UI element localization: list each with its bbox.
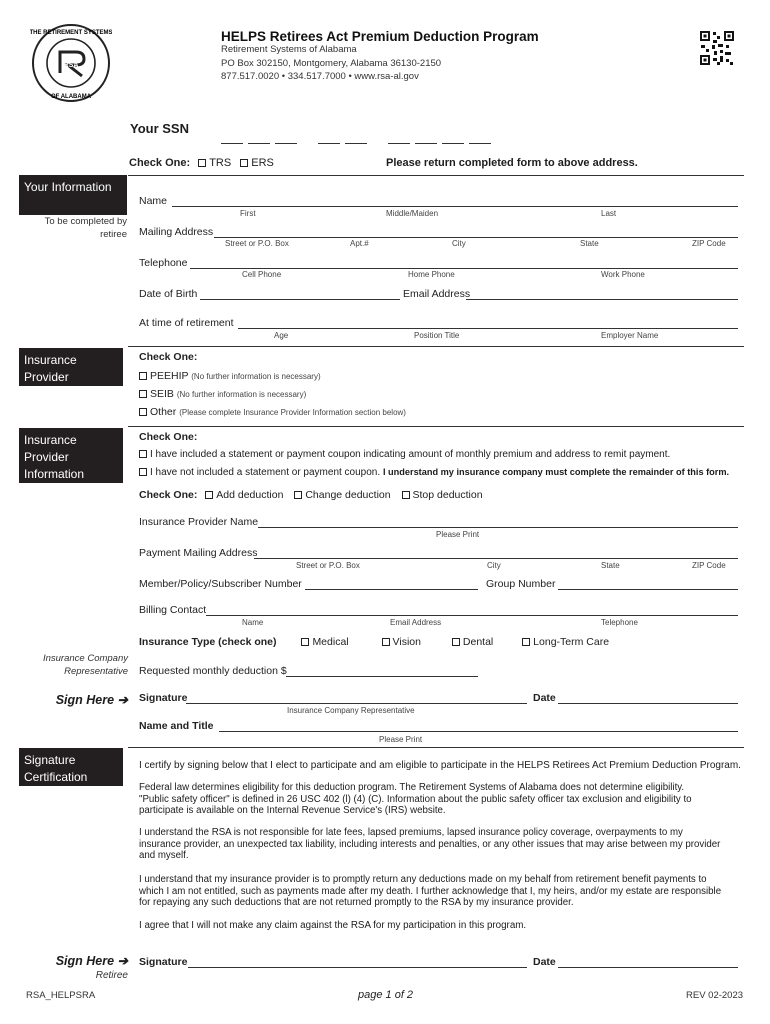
logo-center-text: RSA bbox=[63, 62, 79, 69]
name-title-field[interactable] bbox=[219, 731, 738, 732]
add-deduction-checkbox[interactable] bbox=[205, 491, 213, 499]
rsa-logo bbox=[30, 22, 112, 104]
change-deduction-checkbox[interactable] bbox=[294, 491, 302, 499]
section-tab-signature-certification: Signature Certification bbox=[19, 748, 123, 786]
ssn-digit-8[interactable] bbox=[442, 143, 464, 144]
payment-address-field[interactable] bbox=[254, 558, 738, 559]
retiree-signature-field[interactable] bbox=[188, 967, 527, 968]
dob-field[interactable] bbox=[200, 299, 400, 300]
qr-code bbox=[700, 31, 734, 65]
ret-employer-caption: Employer Name bbox=[601, 331, 659, 340]
revision: REV 02-2023 bbox=[686, 990, 744, 1001]
system-check-label: Check One: bbox=[129, 157, 191, 169]
ret-position-caption: Position Title bbox=[414, 331, 460, 340]
retirement-field[interactable] bbox=[238, 328, 738, 329]
requested-deduction-label: Requested monthly deduction $ bbox=[139, 665, 287, 677]
provider-name-field[interactable] bbox=[258, 527, 738, 528]
bill-telephone-caption: Telephone bbox=[601, 618, 638, 627]
name-field[interactable] bbox=[172, 206, 738, 207]
arrow-right-icon: ➔ bbox=[114, 954, 128, 968]
form-id: RSA_HELPSRA bbox=[26, 990, 96, 1001]
retiree-date-field[interactable] bbox=[558, 967, 738, 968]
seib-checkbox[interactable] bbox=[139, 390, 147, 398]
seib-option: SEIB (No further information is necessary) bbox=[139, 388, 306, 400]
rep-sign-here: Sign Here ➔ bbox=[55, 693, 128, 707]
group-number-field[interactable] bbox=[558, 589, 738, 590]
ssn-digit-7[interactable] bbox=[415, 143, 437, 144]
form-title: HELPS Retirees Act Premium Deduction Program bbox=[221, 29, 539, 44]
mail-state-caption: State bbox=[580, 239, 599, 248]
section-tab-insurance-provider-information: Insurance Provider Information bbox=[19, 428, 123, 483]
member-number-label: Member/Policy/Subscriber Number bbox=[139, 578, 302, 590]
name-title-caption: Please Print bbox=[379, 735, 423, 744]
vision-checkbox[interactable] bbox=[382, 638, 390, 646]
provider-check-label: Check One: bbox=[139, 351, 198, 363]
email-label: Email Address bbox=[403, 288, 471, 300]
tel-cell-caption: Cell Phone bbox=[242, 270, 282, 279]
cert-paragraph-1: I certify by signing below that I elect to participate and am eligible to participate in the HELPS Retirees Act Premium Deduction Program. bbox=[139, 760, 741, 771]
retiree-sign-here: Sign Here ➔ bbox=[55, 954, 128, 968]
trs-label: TRS bbox=[209, 157, 232, 169]
mail-street-caption: Street or P.O. Box bbox=[225, 239, 289, 248]
rep-side-caption: Insurance Company Representative bbox=[42, 653, 128, 677]
stop-deduction-checkbox[interactable] bbox=[402, 491, 410, 499]
ers-label: ERS bbox=[251, 157, 274, 169]
ssn-label: Your SSN bbox=[130, 121, 189, 136]
pma-city-caption: City bbox=[487, 561, 501, 570]
other-option: Other (Please complete Insurance Provider Information section below) bbox=[139, 406, 406, 418]
name-first-caption: First bbox=[240, 209, 256, 218]
rep-date-label: Date bbox=[533, 692, 556, 704]
rep-signature-label: Signature bbox=[139, 692, 188, 704]
pma-zip-caption: ZIP Code bbox=[692, 561, 726, 570]
arrow-right-icon: ➔ bbox=[114, 693, 128, 707]
deduction-type-row: Check One: Add deduction Change deduction Stop deduction bbox=[139, 489, 483, 501]
retirement-label: At time of retirement bbox=[139, 317, 234, 329]
ssn-digit-6[interactable] bbox=[388, 143, 410, 144]
provider-name-label: Insurance Provider Name bbox=[139, 516, 259, 528]
return-note: Please return completed form to above address. bbox=[386, 157, 638, 169]
pma-street-caption: Street or P.O. Box bbox=[296, 561, 360, 570]
section-tab-insurance-provider: Insurance Provider bbox=[19, 348, 123, 386]
long-term-care-checkbox[interactable] bbox=[522, 638, 530, 646]
cert-paragraph-5: I agree that I will not make any claim against the RSA for my participation in this program. bbox=[139, 920, 527, 931]
cert-paragraph-2: Federal law determines eligibility for this deduction program. The Retirement Systems of Alabama does not determine eligibility. "Public safety officer" is defined in 26 USC 402 (l) (4) (C). Information about the public safety officer tax exclusion and eligibility to participate is available on the Internal Revenue Service's (IRS) website. bbox=[139, 782, 692, 817]
name-title-label: Name and Title bbox=[139, 720, 214, 732]
peehip-option: PEEHIP (No further information is necessary) bbox=[139, 370, 321, 382]
coupon-not-included-option: I have not included a statement or payment coupon. I understand my insurance company must complete the remainder of this form. bbox=[139, 467, 729, 478]
retiree-signature-label: Signature bbox=[139, 956, 188, 968]
group-number-label: Group Number bbox=[486, 578, 556, 590]
telephone-label: Telephone bbox=[139, 257, 188, 269]
ssn-digit-1[interactable] bbox=[221, 143, 243, 144]
other-checkbox[interactable] bbox=[139, 408, 147, 416]
section-subtitle: To be completed by retiree bbox=[44, 216, 127, 240]
retiree-date-label: Date bbox=[533, 956, 556, 968]
logo-top-text: THE RETIREMENT SYSTEMS bbox=[30, 30, 112, 36]
mailing-address-field[interactable] bbox=[214, 237, 738, 238]
org-name: Retirement Systems of Alabama bbox=[221, 44, 357, 55]
ret-age-caption: Age bbox=[274, 331, 289, 340]
coupon-included-checkbox[interactable] bbox=[139, 450, 147, 458]
section-tab-your-information: Your Information bbox=[19, 175, 127, 215]
pma-state-caption: State bbox=[601, 561, 620, 570]
bill-email-caption: Email Address bbox=[390, 618, 442, 627]
ssn-digit-3[interactable] bbox=[275, 143, 297, 144]
ers-checkbox[interactable] bbox=[240, 159, 248, 167]
ssn-digit-9[interactable] bbox=[469, 143, 491, 144]
member-number-field[interactable] bbox=[305, 589, 478, 590]
cert-paragraph-3: I understand the RSA is not responsible for late fees, lapsed premiums, lapsed insurance policy coverage, overpayments to my insurance provider, an unexpected tax liability, including interests and penalties, or any other issues that may arise between my provider and myself. bbox=[139, 827, 721, 862]
retiree-caption: Retiree bbox=[95, 970, 128, 981]
ssn-digit-4[interactable] bbox=[318, 143, 340, 144]
divider bbox=[128, 175, 744, 176]
ssn-digit-5[interactable] bbox=[345, 143, 367, 144]
requested-deduction-field[interactable] bbox=[286, 676, 478, 677]
telephone-field[interactable] bbox=[190, 268, 738, 269]
divider bbox=[128, 426, 744, 427]
org-contact: 877.517.0020 • 334.517.7000 • www.rsa-al.gov bbox=[221, 71, 419, 82]
mail-city-caption: City bbox=[452, 239, 466, 248]
coupon-not-included-checkbox[interactable] bbox=[139, 468, 147, 476]
payment-address-label: Payment Mailing Address bbox=[139, 547, 258, 559]
tel-work-caption: Work Phone bbox=[601, 270, 645, 279]
coupon-included-option: I have included a statement or payment coupon indicating amount of monthly premium and address to remit payment. bbox=[139, 449, 670, 460]
name-middle-caption: Middle/Maiden bbox=[386, 209, 439, 218]
dob-label: Date of Birth bbox=[139, 288, 198, 300]
name-last-caption: Last bbox=[601, 209, 617, 218]
mailing-address-label: Mailing Address bbox=[139, 226, 214, 238]
medical-checkbox[interactable] bbox=[301, 638, 309, 646]
rep-signature-caption: Insurance Company Representative bbox=[287, 706, 415, 715]
cert-paragraph-4: I understand that my insurance provider is to promptly return any deductions made on my behalf from retirement benefit payments to which I am not entitled, such as payments made after my death. I further acknowledge that I, my heirs, and/or my estate are responsible for repaying any such deductions that are not returned promptly to the RSA by my insurance provider. bbox=[139, 874, 722, 909]
rep-signature-field[interactable] bbox=[186, 703, 527, 704]
provider-name-caption: Please Print bbox=[436, 530, 480, 539]
system-check-row bbox=[129, 157, 274, 169]
divider bbox=[128, 747, 744, 748]
billing-contact-field[interactable] bbox=[206, 615, 738, 616]
divider bbox=[128, 346, 744, 347]
trs-checkbox[interactable] bbox=[198, 159, 206, 167]
email-field[interactable] bbox=[466, 299, 738, 300]
bill-name-caption: Name bbox=[242, 618, 264, 627]
org-address: PO Box 302150, Montgomery, Alabama 36130-2150 bbox=[221, 58, 442, 69]
billing-contact-label: Billing Contact bbox=[139, 604, 207, 616]
tel-home-caption: Home Phone bbox=[408, 270, 455, 279]
logo-bottom-text: OF ALABAMA bbox=[50, 94, 92, 100]
insurance-type-row: Insurance Type (check one) Medical Vision Dental Long-Term Care bbox=[139, 636, 610, 648]
rep-date-field[interactable] bbox=[558, 703, 738, 704]
dental-checkbox[interactable] bbox=[452, 638, 460, 646]
peehip-checkbox[interactable] bbox=[139, 372, 147, 380]
ssn-digit-2[interactable] bbox=[248, 143, 270, 144]
mail-zip-caption: ZIP Code bbox=[692, 239, 726, 248]
name-label: Name bbox=[139, 195, 168, 207]
page-number: page 1 of 2 bbox=[358, 989, 414, 1001]
mail-apt-caption: Apt.# bbox=[350, 239, 369, 248]
coupon-check-label: Check One: bbox=[139, 431, 198, 443]
